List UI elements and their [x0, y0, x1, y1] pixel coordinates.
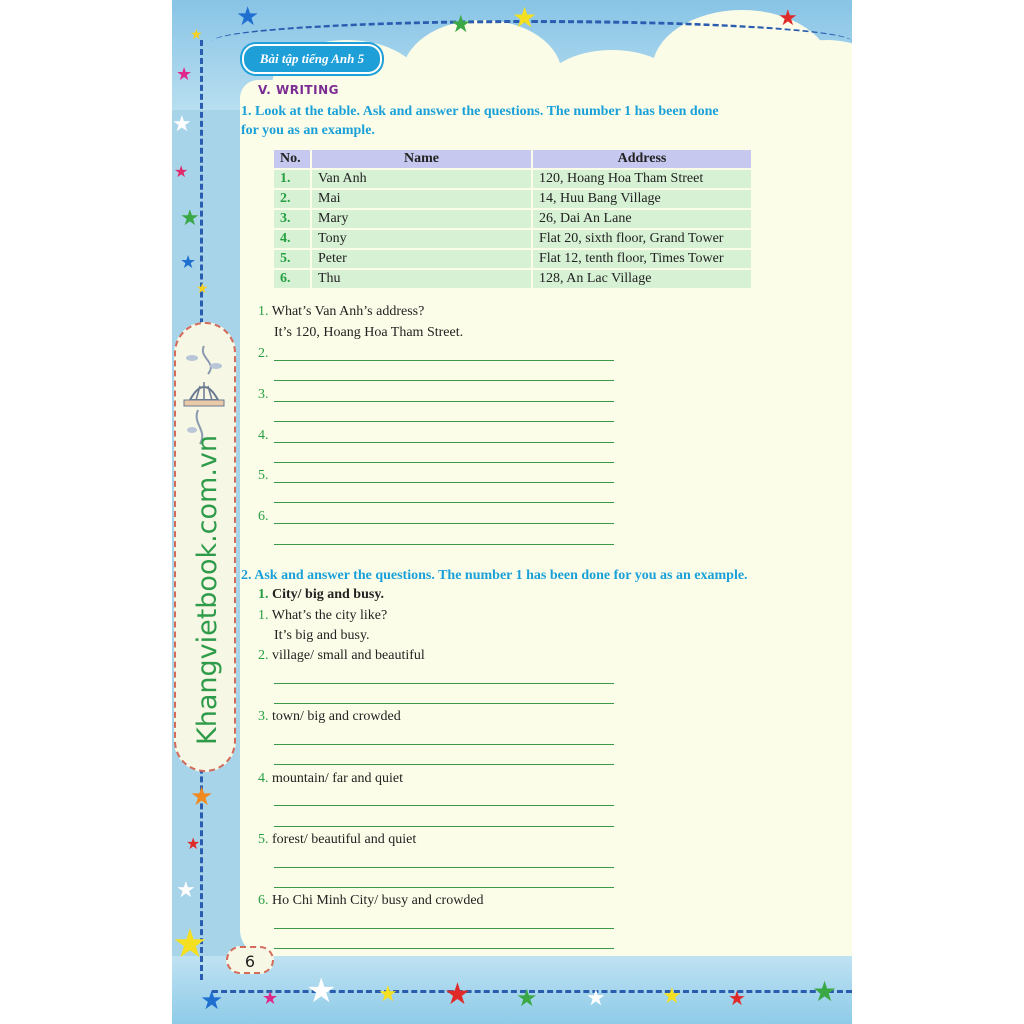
cell-no: 1. — [274, 170, 310, 188]
table-row — [274, 270, 751, 288]
cell-address: 128, An Lac Village — [533, 270, 751, 288]
star-icon: ★ — [180, 206, 200, 231]
answer-line[interactable] — [274, 683, 614, 684]
star-icon: ★ — [378, 982, 398, 1007]
star-icon: ★ — [512, 1, 538, 34]
cell-no: 5. — [274, 250, 310, 268]
prompt-text: mountain/ far and quiet — [272, 771, 404, 786]
exercise1-example-question — [258, 304, 424, 320]
answer-line[interactable] — [274, 867, 614, 868]
item-number: 4. — [258, 428, 269, 443]
cell-address: 120, Hoang Hoa Tham Street — [533, 170, 751, 188]
star-icon: ★ — [728, 986, 746, 1010]
exercise2-item — [258, 709, 401, 725]
exercise2-item — [258, 648, 425, 664]
cell-address: 14, Huu Bang Village — [533, 190, 751, 208]
star-icon: ★ — [174, 162, 189, 181]
watermark-text: Khangvietbook.com.vn — [192, 434, 223, 745]
cell-address: Flat 12, tenth floor, Times Tower — [533, 250, 751, 268]
table-row — [274, 170, 751, 188]
star-icon: ★ — [516, 984, 538, 1012]
star-icon: ★ — [180, 252, 197, 273]
item-number: 1. — [258, 304, 269, 319]
star-icon: ★ — [306, 971, 337, 1011]
star-icon: ★ — [662, 984, 682, 1009]
star-icon: ★ — [444, 977, 471, 1012]
answer-line[interactable] — [274, 703, 614, 704]
section-title: V. WRITING — [258, 83, 339, 97]
star-icon: ★ — [200, 986, 224, 1016]
star-icon: ★ — [236, 2, 260, 32]
item-number: 1. — [258, 608, 269, 623]
exercise2-example-prompt — [258, 587, 384, 603]
page-number: 6 — [226, 946, 274, 974]
prompt-text: Ho Chi Minh City/ busy and crowded — [272, 893, 484, 908]
answer-line[interactable] — [274, 360, 614, 361]
answer-line[interactable] — [274, 948, 614, 949]
cell-no: 6. — [274, 270, 310, 288]
cell-address: Flat 20, sixth floor, Grand Tower — [533, 230, 751, 248]
item-number: 6. — [258, 509, 269, 524]
exercise1-instruction-line1: 1. Look at the table. Ask and answer the questions. The number 1 has been done — [241, 104, 719, 119]
item-number: 3. — [258, 709, 269, 724]
star-icon: ★ — [172, 112, 192, 137]
star-icon: ★ — [262, 988, 279, 1009]
item-number: 4. — [258, 771, 269, 786]
answer-line[interactable] — [274, 523, 614, 524]
star-icon: ★ — [190, 27, 203, 43]
question-text: What’s the city like? — [271, 608, 388, 623]
cell-name: Peter — [312, 250, 531, 268]
answer-line[interactable] — [274, 401, 614, 402]
prompt-text: town/ big and crowded — [272, 709, 401, 724]
prompt-text: village/ small and beautiful — [272, 648, 425, 663]
item-number: 5. — [258, 468, 269, 483]
exercise2-item — [258, 771, 403, 787]
cell-name: Mary — [312, 210, 531, 228]
exercise2-item — [258, 893, 484, 909]
book-title-badge: Bài tập tiếng Anh 5 — [242, 44, 382, 74]
star-icon: ★ — [176, 878, 196, 903]
answer-line[interactable] — [274, 544, 614, 545]
exercise1-instruction-line2: for you as an example. — [241, 123, 375, 138]
answer-line[interactable] — [274, 744, 614, 745]
star-icon: ★ — [186, 834, 201, 853]
star-icon: ★ — [812, 975, 838, 1008]
item-number: 5. — [258, 832, 269, 847]
answer-line[interactable] — [274, 482, 614, 483]
answer-line[interactable] — [274, 826, 614, 827]
star-icon: ★ — [586, 986, 606, 1011]
star-icon: ★ — [190, 782, 214, 812]
prompt-text: City/ big and busy. — [272, 587, 385, 602]
answer-line[interactable] — [274, 442, 614, 443]
answer-line[interactable] — [274, 502, 614, 503]
answer-line[interactable] — [274, 928, 614, 929]
item-number: 1. — [258, 587, 269, 602]
table-row — [274, 230, 751, 248]
answer-line[interactable] — [274, 462, 614, 463]
cell-no: 3. — [274, 210, 310, 228]
table-header-row — [274, 150, 751, 168]
question-text: What’s Van Anh’s address? — [271, 304, 425, 319]
answer-line[interactable] — [274, 887, 614, 888]
exercise1-example-answer: It’s 120, Hoang Hoa Tham Street. — [274, 325, 464, 340]
item-number: 2. — [258, 346, 269, 361]
column-header-address: Address — [533, 150, 751, 168]
star-icon: ★ — [196, 281, 209, 297]
exercise2-example-answer: It’s big and busy. — [274, 628, 370, 643]
star-icon: ★ — [176, 64, 193, 85]
exercise1-instruction — [241, 102, 719, 140]
answer-line[interactable] — [274, 421, 614, 422]
prompt-text: forest/ beautiful and quiet — [272, 832, 417, 847]
address-table — [272, 148, 753, 290]
table-row — [274, 210, 751, 228]
exercise2-example-question — [258, 608, 387, 624]
item-number: 6. — [258, 893, 269, 908]
cell-no: 2. — [274, 190, 310, 208]
exercise2-instruction: 2. Ask and answer the questions. The number 1 has been done for you as an example. — [241, 568, 748, 583]
table-row — [274, 190, 751, 208]
cell-name: Van Anh — [312, 170, 531, 188]
cell-name: Mai — [312, 190, 531, 208]
table-row — [274, 250, 751, 268]
cell-name: Thu — [312, 270, 531, 288]
cell-no: 4. — [274, 230, 310, 248]
column-header-name: Name — [312, 150, 531, 168]
column-header-no: No. — [274, 150, 310, 168]
answer-line[interactable] — [274, 764, 614, 765]
answer-line[interactable] — [274, 380, 614, 381]
item-number: 3. — [258, 387, 269, 402]
exercise2-item — [258, 832, 416, 848]
star-icon: ★ — [172, 921, 208, 967]
cell-address: 26, Dai An Lane — [533, 210, 751, 228]
answer-line[interactable] — [274, 805, 614, 806]
star-icon: ★ — [450, 10, 472, 38]
cell-name: Tony — [312, 230, 531, 248]
item-number: 2. — [258, 648, 269, 663]
star-icon: ★ — [778, 6, 798, 31]
